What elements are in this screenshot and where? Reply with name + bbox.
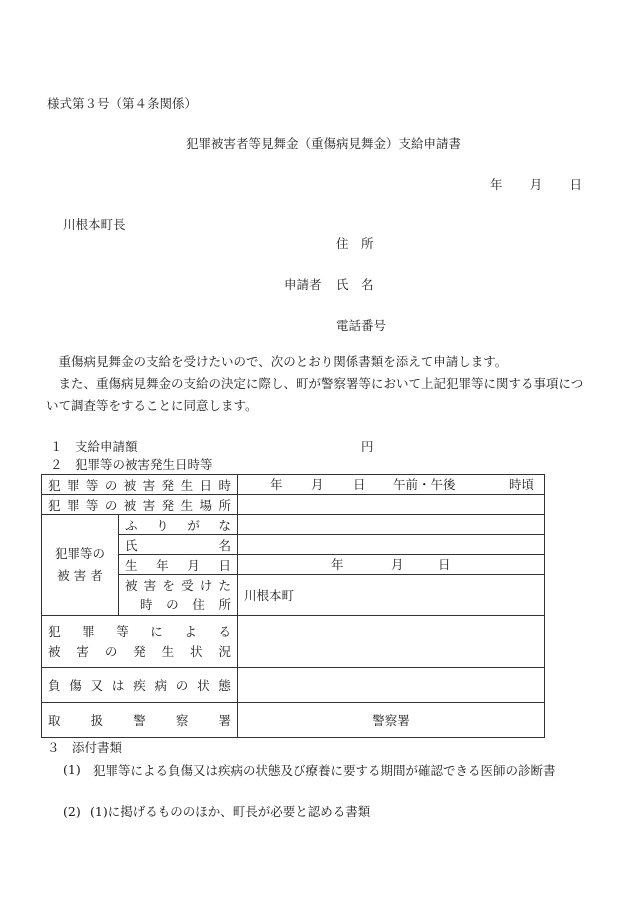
birth-day: 日 — [438, 556, 451, 572]
incident-table — [41, 474, 545, 738]
section-2-label: ２ 犯罪等の被害発生日時等 — [50, 457, 213, 472]
label-char: 等 — [85, 477, 99, 493]
table-row — [42, 668, 545, 703]
situation-label-line2 — [48, 642, 231, 662]
place-value-cell[interactable] — [238, 495, 545, 515]
label-char: 日 — [199, 477, 213, 493]
victim-name-label — [125, 536, 231, 554]
applicant-address-label: 住 所 — [336, 236, 374, 251]
label-char: の — [166, 597, 179, 612]
furigana-label-cell — [119, 515, 238, 535]
label-char: 警 — [133, 713, 146, 728]
furigana-value-cell[interactable] — [238, 515, 545, 535]
victim-name-label-cell — [119, 535, 238, 555]
victim-address-label-line1 — [125, 576, 231, 595]
label-char: の — [104, 477, 118, 493]
addressee: 川根本町長 — [63, 217, 126, 232]
injury-label-cell — [42, 668, 238, 703]
label-char: よ — [184, 623, 197, 639]
label-char: の — [104, 497, 118, 513]
label-char: 害 — [142, 497, 156, 513]
label-char: 被 — [48, 643, 61, 659]
incident-year: 年 — [270, 476, 283, 492]
victim-group-label — [42, 515, 119, 616]
applicant-phone-label: 電話番号 — [336, 318, 387, 333]
label-char: る — [218, 623, 231, 639]
label-char: 状 — [190, 643, 203, 659]
label-char: け — [199, 578, 213, 593]
police-value-cell[interactable] — [238, 703, 545, 738]
attachment-2-number: (2) — [63, 804, 81, 819]
intro-paragraph-1: 重傷病見舞金の支給を受けたいので、次のとおり関係書類を添えて申請します。 — [58, 354, 508, 369]
incident-ampm: 午前・午後 — [393, 476, 456, 492]
situation-value-cell[interactable] — [238, 616, 545, 668]
furigana-label — [125, 516, 231, 534]
attachment-2-text: (1)に掲げるもののほか、町長が必要と認める書類 — [90, 804, 371, 819]
label-char: 生 — [180, 477, 194, 493]
victim-group-label-line1: 犯罪等の — [54, 546, 105, 561]
label-char: 犯 — [48, 497, 61, 513]
label-char: 害 — [142, 477, 156, 493]
label-char: 罪 — [66, 497, 80, 513]
label-char: 犯 — [48, 477, 61, 493]
label-char: 害 — [143, 578, 157, 593]
label-char: 負 — [48, 678, 61, 693]
label-char: 年 — [156, 557, 169, 573]
label-char: 被 — [123, 497, 137, 513]
label-char: 名 — [218, 537, 231, 553]
birth-label — [125, 556, 231, 574]
label-char: 住 — [192, 597, 205, 612]
injury-value-cell[interactable] — [238, 668, 545, 703]
document-title: 犯罪被害者等見舞金（重傷病見舞金）支給申請書 — [186, 136, 462, 151]
application-date — [490, 179, 582, 192]
table-row — [42, 495, 545, 515]
police-label-cell — [42, 703, 238, 738]
label-char: 扱 — [90, 713, 104, 728]
label-char: 等 — [85, 497, 99, 513]
label-char: 疾 — [133, 678, 146, 693]
table-row — [42, 616, 545, 668]
place-label-cell — [42, 495, 238, 515]
attachment-1-number: (1) — [63, 762, 81, 777]
incident-day: 日 — [353, 476, 366, 492]
label-char: 生 — [161, 643, 175, 659]
situation-label-cell — [42, 616, 238, 668]
label-char: 被 — [123, 477, 137, 493]
label-char: は — [111, 678, 125, 693]
label-char: に — [150, 623, 163, 639]
label-char: 発 — [133, 643, 146, 659]
label-char: 月 — [187, 557, 200, 573]
label-char: 時 — [218, 477, 231, 493]
birth-month: 月 — [391, 556, 404, 572]
label-char: 日 — [218, 557, 231, 573]
label-char: 罪 — [66, 477, 80, 493]
label-char: 被 — [125, 578, 138, 593]
label-char: ふ — [125, 517, 138, 533]
date-month: 月 — [529, 177, 543, 192]
label-char: 発 — [161, 497, 175, 513]
date-time-label — [48, 476, 231, 494]
victim-group-label-line2: 被 害 者 — [57, 568, 103, 583]
label-char: 氏 — [125, 537, 138, 553]
table-row — [42, 515, 545, 535]
victim-name-value-cell[interactable] — [238, 535, 545, 555]
section-3-label: ３ 添付書類 — [47, 740, 123, 755]
table-row — [42, 703, 545, 738]
label-char: 場 — [199, 497, 213, 513]
label-char: た — [218, 578, 231, 593]
label-char: の — [175, 678, 189, 693]
label-char: な — [218, 517, 231, 533]
attachment-1-text: 犯罪等による負傷又は疾病の状態及び療養に要する期間が確認できる医師の診断書 — [93, 763, 556, 778]
label-char: の — [104, 643, 118, 659]
label-char: 害 — [76, 643, 89, 659]
section-1-label: １ 支給申請額 — [50, 439, 138, 454]
police-value: 警察署 — [372, 713, 410, 728]
victim-address-label-line2 — [125, 595, 231, 614]
date-year: 年 — [490, 177, 503, 192]
form-number: 様式第３号（第４条関係） — [47, 96, 198, 111]
victim-address-label-cell — [119, 575, 238, 616]
table-row — [42, 475, 545, 495]
label-char: を — [162, 578, 175, 593]
label-char: 等 — [116, 623, 129, 639]
date-time-label-cell — [42, 475, 238, 495]
label-char: 発 — [161, 477, 175, 493]
label-char: 時 — [140, 597, 153, 612]
applicant-name-label: 氏 名 — [336, 277, 374, 292]
label-char: 受 — [181, 578, 194, 593]
label-char: 病 — [154, 678, 167, 693]
label-char: 察 — [175, 713, 189, 728]
label-char: 犯 — [48, 623, 61, 639]
incident-month: 月 — [311, 476, 324, 492]
birth-label-cell — [119, 555, 238, 575]
label-char: が — [187, 517, 200, 533]
label-char: 所 — [218, 597, 231, 612]
place-label — [48, 496, 231, 514]
label-char: 傷 — [69, 678, 82, 693]
label-char: 取 — [48, 713, 61, 728]
label-char: 罪 — [82, 623, 95, 639]
label-char: 生 — [125, 557, 138, 573]
birth-value-cell[interactable] — [238, 555, 545, 575]
victim-address-value: 川根本町 — [244, 588, 295, 603]
situation-label-line1 — [48, 622, 231, 642]
label-char: 署 — [218, 713, 231, 728]
intro-paragraph-2: また、重傷病見舞金の支給の決定に際し、町が警察署等において上記犯罪等に関する事項について調査等をすることに同意します。 — [46, 376, 584, 413]
incident-hour: 時頃 — [509, 476, 535, 492]
section-1-unit: 円 — [361, 439, 374, 454]
victim-address-value-cell[interactable] — [238, 575, 545, 616]
label-char: 又 — [90, 678, 104, 693]
label-char: り — [156, 517, 169, 533]
birth-year: 年 — [331, 556, 344, 572]
label-char: 況 — [218, 643, 231, 659]
police-label — [48, 711, 231, 729]
label-char: 状 — [197, 678, 210, 693]
injury-label — [48, 676, 231, 694]
applicant-label: 申請者 — [284, 277, 322, 292]
date-day: 日 — [569, 177, 582, 192]
label-char: 態 — [218, 678, 231, 693]
label-char: 生 — [180, 497, 194, 513]
date-time-value-cell[interactable] — [238, 475, 545, 495]
label-char: 所 — [218, 497, 231, 513]
